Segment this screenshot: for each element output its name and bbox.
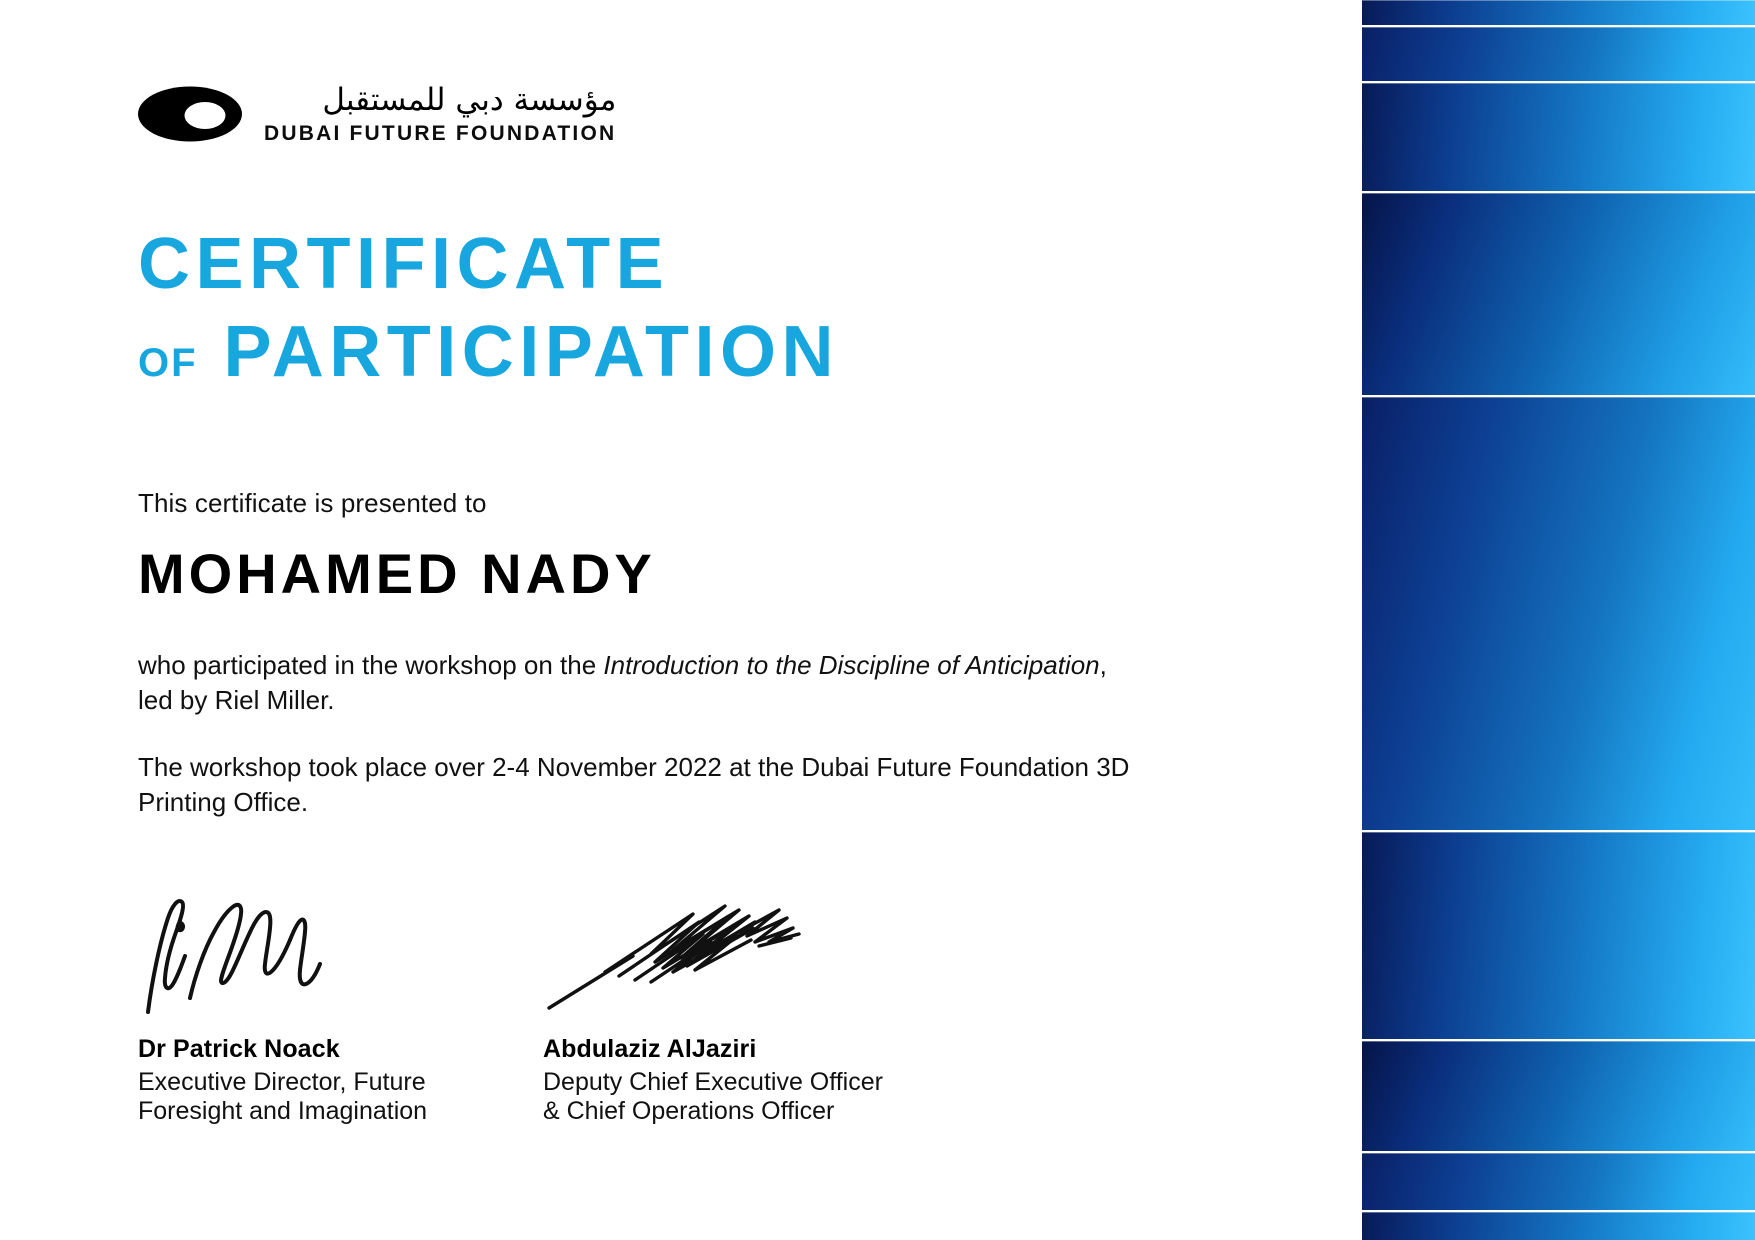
title-word-of: OF <box>138 341 198 385</box>
patrick-noack-signature <box>138 880 543 1015</box>
logo-wordmark <box>264 82 616 146</box>
workshop-details-paragraph: The workshop took place over 2-4 November 2022 at the Dubai Future Foundation 3D Printing Office. <box>138 752 1130 818</box>
decor-band-1 <box>1362 27 1755 81</box>
signatory-name: Dr Patrick Noack <box>138 1035 340 1063</box>
signatory-patrick-noack <box>138 880 543 1125</box>
abdulaziz-aljaziri-signature <box>543 880 963 1015</box>
decor-band-8 <box>1362 1212 1755 1240</box>
logo-arabic-text: مؤسسة دبي للمستقبل <box>322 81 617 118</box>
decor-band-3 <box>1362 193 1755 395</box>
logo-block <box>138 78 1362 150</box>
certificate-title <box>138 224 1362 392</box>
signatory-role-line2: Foresight and Imagination <box>138 1096 428 1125</box>
signature-block <box>138 880 963 1125</box>
decor-band-6 <box>1362 1041 1755 1151</box>
decor-band-0 <box>1362 0 1755 25</box>
decor-band-7 <box>1362 1153 1755 1210</box>
title-line-certificate: CERTIFICATE <box>138 224 670 304</box>
description-prefix: who participated in the workshop on the <box>138 649 604 680</box>
blue-gradient-band-pattern <box>1362 0 1755 1240</box>
description-suffix: , led by Riel Miller. <box>138 649 1107 715</box>
decor-band-2 <box>1362 83 1755 191</box>
signatory-role-line1: Executive Director, Future <box>138 1068 426 1096</box>
logo-latin-text: DUBAI FUTURE FOUNDATION <box>264 122 617 146</box>
signatory-role <box>543 1068 963 1125</box>
decor-band-5 <box>1362 832 1755 1039</box>
decor-band-4 <box>1362 397 1755 830</box>
signatory-role-line1: Deputy Chief Executive Officer <box>543 1068 883 1096</box>
recipient-name: MOHAMED NADY <box>138 542 656 605</box>
title-word-participation: PARTICIPATION <box>223 312 840 392</box>
workshop-description-paragraph <box>138 648 1138 718</box>
signatory-abdulaziz-aljaziri <box>543 880 963 1125</box>
dubai-future-foundation-logo-mark <box>138 86 242 142</box>
signatory-role <box>138 1068 543 1125</box>
workshop-title: Introduction to the Discipline of Anticipation <box>603 649 1100 680</box>
signatory-role-line2: & Chief Operations Officer <box>543 1096 835 1125</box>
presented-to-label: This certificate is presented to <box>138 488 487 518</box>
signatory-name: Abdulaziz AlJaziri <box>543 1035 757 1063</box>
title-line-participation <box>138 312 1362 392</box>
